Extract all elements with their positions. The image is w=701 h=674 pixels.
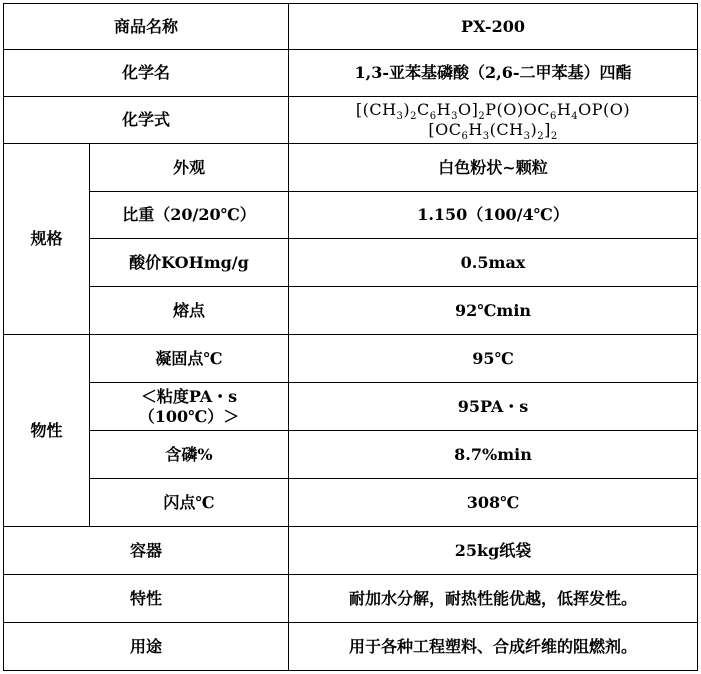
table-row: [4, 479, 698, 527]
viscosity-label-line2: （100℃）＞: [138, 406, 240, 426]
spec-group-label: 规格: [4, 144, 90, 335]
table-row: [4, 527, 698, 575]
specific-gravity-label: 比重（20/20℃）: [90, 192, 289, 239]
melting-point-value: 92℃min: [289, 287, 698, 335]
table-row: [4, 287, 698, 335]
acid-value-value: 0.5max: [289, 239, 698, 287]
table-row: [4, 50, 698, 97]
appearance-value: 白色粉状~颗粒: [289, 144, 698, 192]
viscosity-label: [90, 383, 289, 431]
melting-point-label: 熔点: [90, 287, 289, 335]
feature-label: 特性: [4, 575, 289, 623]
chemical-name-label: 化学名: [4, 50, 289, 97]
chemical-formula-label: 化学式: [4, 97, 289, 144]
viscosity-value: 95PA・s: [289, 383, 698, 431]
table-row: [4, 97, 698, 144]
table-row: [4, 623, 698, 671]
freezing-point-value: 95℃: [289, 335, 698, 383]
feature-value: 耐加水分解，耐热性能优越，低挥发性。: [289, 575, 698, 623]
usage-label: 用途: [4, 623, 289, 671]
table-row: [4, 144, 698, 192]
chemical-name-value: 1,3-亚苯基磷酸（2,6-二甲苯基）四酯: [289, 50, 698, 97]
phosphorus-content-value: 8.7%min: [289, 431, 698, 479]
table-row: [4, 431, 698, 479]
product-spec-table: [3, 3, 698, 671]
phosphorus-content-label: 含磷%: [90, 431, 289, 479]
flash-point-value: 308℃: [289, 479, 698, 527]
table-row: [4, 239, 698, 287]
viscosity-label-line1: ＜粘度PA・s: [140, 386, 238, 406]
chemical-formula-value: $[(CH_3)_2C_6H_3O]_2P(O)OC_6H_4OP(O)[OC_6H_3(CH_3)_2]_2$: [289, 97, 698, 144]
container-value: 25kg纸袋: [289, 527, 698, 575]
appearance-label: 外观: [90, 144, 289, 192]
table-row: [4, 4, 698, 50]
container-label: 容器: [4, 527, 289, 575]
table-row: [4, 383, 698, 431]
table-row: [4, 192, 698, 239]
product-name-label: 商品名称: [4, 4, 289, 50]
specific-gravity-value: 1.150（100/4℃）: [289, 192, 698, 239]
table-row: [4, 575, 698, 623]
freezing-point-label: 凝固点℃: [90, 335, 289, 383]
props-group-label: 物性: [4, 335, 90, 527]
acid-value-label: 酸价KOHmg/g: [90, 239, 289, 287]
table-row: [4, 335, 698, 383]
product-name-value: PX-200: [289, 4, 698, 50]
usage-value: 用于各种工程塑料、合成纤维的阻燃剂。: [289, 623, 698, 671]
flash-point-label: 闪点℃: [90, 479, 289, 527]
